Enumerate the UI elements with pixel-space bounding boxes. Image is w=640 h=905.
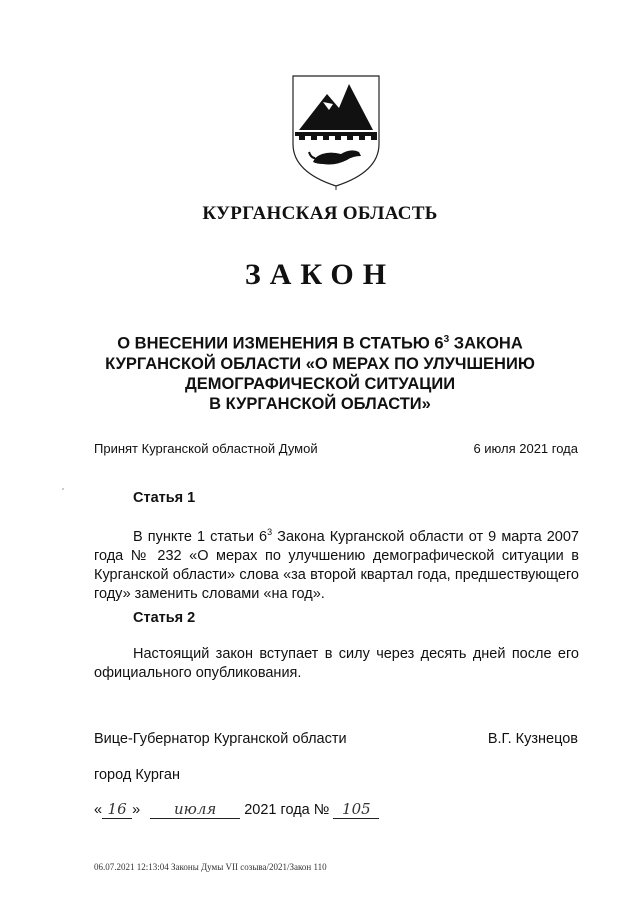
law-title-line-4: В КУРГАНСКОЙ ОБЛАСТИ» <box>209 394 431 413</box>
law-title-line-1: О ВНЕСЕНИИ ИЗМЕНЕНИЯ В СТАТЬЮ $6^3$ ЗАКОНА <box>117 334 523 353</box>
adopted-date: 6 июля 2021 года <box>473 441 578 456</box>
scan-speck <box>62 488 64 490</box>
law-title <box>80 330 560 414</box>
law-number: 105 <box>333 800 379 819</box>
footer-stamp: 06.07.2021 12:13:04 Законы Думы VII созыва/2021/Закон 110 <box>94 862 327 872</box>
article-1-text: В пункте 1 статьи $6^3$ Закона Курганской области от 9 марта 2007 года № 232 «О мерах по улучшению демографической ситуации в Курганской области» слова «за второй квартал года, предшествующего году» заменить словами «на год». <box>94 527 579 602</box>
signing-day: 16 <box>102 800 132 819</box>
signing-date-line <box>94 800 379 819</box>
document-type: ЗАКОН <box>244 258 396 291</box>
law-title-line-3: ДЕМОГРАФИЧЕСКОЙ СИТУАЦИИ <box>184 374 456 393</box>
signatory-name: В.Г. Кузнецов <box>487 731 578 747</box>
place-of-signing: город Курган <box>94 767 180 783</box>
signatory-position: Вице-Губернатор Курганской области <box>94 731 347 747</box>
signing-year-number-label: 2021 года № <box>244 802 330 818</box>
article-1-heading: Статья 1 <box>133 490 196 506</box>
signing-month: июля <box>150 800 240 819</box>
adopted-by: Принят Курганской областной Думой <box>94 441 318 456</box>
region-name: КУРГАНСКАЯ ОБЛАСТЬ <box>202 203 438 224</box>
kurgan-oblast-coat-of-arms-icon <box>287 72 385 190</box>
law-title-line-2: КУРГАНСКОЙ ОБЛАСТИ «О МЕРАХ ПО УЛУЧШЕНИЮ <box>105 354 535 373</box>
open-quote: « <box>94 802 103 818</box>
close-quote: » <box>132 802 141 818</box>
article-2-heading: Статья 2 <box>133 610 196 626</box>
article-2-text: Настоящий закон вступает в силу через десять дней после его официального опубликования. <box>94 646 579 681</box>
